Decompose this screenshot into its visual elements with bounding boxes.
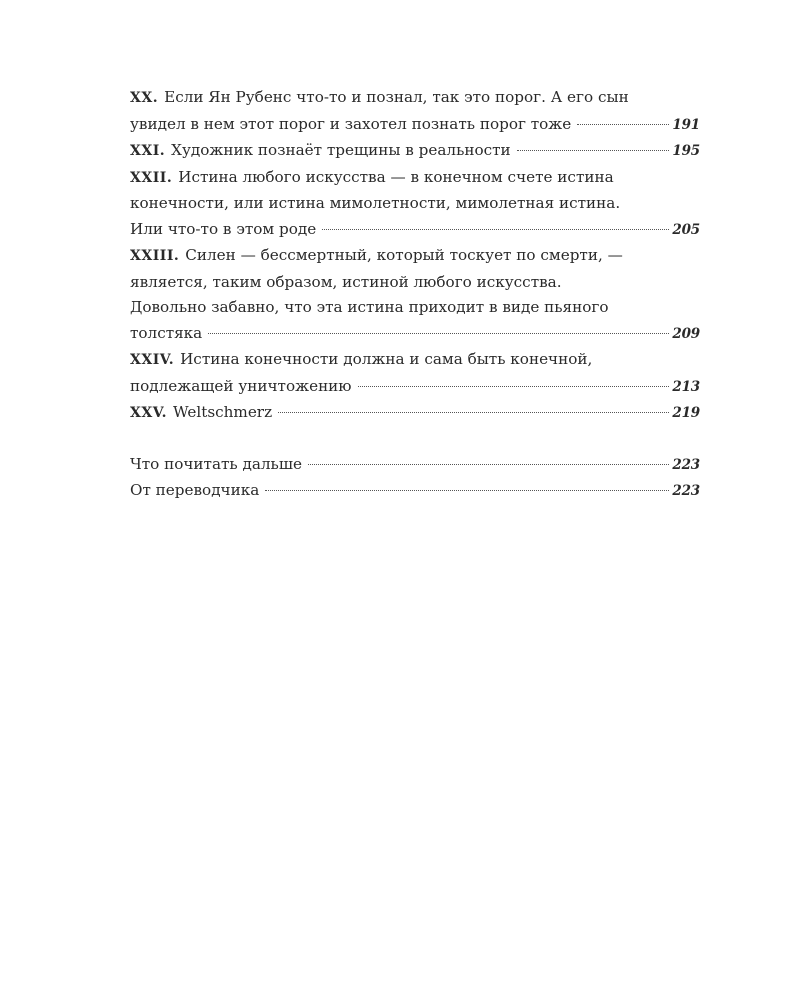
- table-of-contents: [130, 85, 700, 505]
- dot-leader: [278, 412, 669, 413]
- toc-entry-title: Истина любого искусства — в конечном счете истина: [178, 167, 614, 186]
- page-number: 219: [672, 405, 700, 421]
- toc-entry-line: [130, 478, 700, 505]
- toc-entry-text: [130, 138, 511, 165]
- toc-entry-line: [130, 112, 700, 139]
- toc-entry-text: [130, 298, 609, 316]
- toc-entry-text: [130, 350, 592, 368]
- toc-entry-text: [130, 321, 202, 347]
- toc-entry-text: [130, 400, 272, 427]
- toc-entry-title: Weltschmerz: [173, 403, 273, 421]
- chapter-number: XXIV.: [130, 352, 175, 368]
- chapter-number: XXIII.: [130, 248, 180, 264]
- toc-entry-text: [130, 273, 562, 291]
- page-number: 223: [672, 456, 700, 473]
- page-number: 191: [672, 116, 700, 133]
- page-number: 213: [672, 378, 700, 395]
- dot-leader: [308, 464, 669, 465]
- chapter-number: XXII.: [130, 169, 173, 186]
- dot-leader: [265, 490, 669, 491]
- dot-leader: [208, 333, 669, 334]
- dot-leader: [577, 124, 669, 125]
- toc-entry-line: [130, 138, 700, 165]
- toc-entry-title: является, таким образом, истиной любого искусства.: [130, 272, 562, 291]
- toc-extra-entry[interactable]: [130, 452, 700, 479]
- page-number: 195: [672, 143, 700, 159]
- toc-entry-text: [130, 246, 623, 264]
- toc-entry-text: [130, 374, 352, 400]
- toc-entry-title: Или что-то в этом роде: [130, 219, 317, 238]
- chapter-number: XXV.: [130, 405, 168, 421]
- toc-entry-line: [130, 217, 700, 244]
- toc-entry-title: Силен — бессмертный, который тоскует по смерти, —: [185, 246, 623, 264]
- dot-leader: [358, 386, 670, 387]
- chapter-number: XXI.: [130, 143, 166, 159]
- toc-entry-line: [130, 400, 700, 427]
- back-matter-list: [130, 452, 700, 505]
- toc-entry-title: Если Ян Рубенс что-то и познал, так это порог. А его сын: [164, 88, 629, 106]
- page-number: 223: [672, 483, 700, 499]
- toc-chapter-entry[interactable]: [130, 85, 700, 138]
- toc-entry-line: [130, 321, 700, 348]
- toc-entry-line: [130, 165, 700, 192]
- dot-leader: [517, 150, 670, 151]
- toc-entry-line: [130, 270, 700, 296]
- toc-entry-line: [130, 191, 700, 217]
- toc-entry-text: [130, 478, 259, 504]
- toc-entry-text: [130, 452, 302, 478]
- toc-entry-line: [130, 452, 700, 479]
- toc-chapter-entry[interactable]: [130, 138, 700, 165]
- toc-entry-title: Что почитать дальше: [130, 454, 302, 473]
- toc-entry-line: [130, 347, 700, 374]
- toc-entry-line: [130, 374, 700, 401]
- toc-chapter-entry[interactable]: [130, 165, 700, 244]
- toc-entry-title: От переводчика: [130, 481, 260, 499]
- dot-leader: [322, 229, 669, 230]
- toc-entry-title: Художник познаёт трещины в реальности: [171, 141, 511, 159]
- chapter-list: [130, 85, 700, 427]
- toc-entry-text: [130, 112, 571, 138]
- toc-entry-line: [130, 295, 700, 321]
- toc-chapter-entry[interactable]: [130, 347, 700, 400]
- toc-entry-title: Истина конечности должна и сама быть конечной,: [180, 350, 593, 368]
- toc-entry-title: подлежащей уничтожению: [130, 376, 352, 395]
- toc-entry-line: [130, 243, 700, 270]
- toc-chapter-entry[interactable]: [130, 400, 700, 427]
- toc-entry-text: [130, 217, 316, 243]
- toc-entry-text: [130, 88, 629, 106]
- toc-entry-text: [130, 194, 620, 212]
- page-number: 209: [672, 325, 700, 342]
- section-gap: [130, 427, 700, 452]
- toc-entry-line: [130, 85, 700, 112]
- toc-entry-title: увидел в нем этот порог и захотел познать порог тоже: [130, 114, 572, 133]
- toc-extra-entry[interactable]: [130, 478, 700, 505]
- chapter-number: XX.: [130, 90, 159, 106]
- toc-entry-text: [130, 168, 614, 186]
- page-number: 205: [672, 221, 700, 238]
- toc-entry-title: Довольно забавно, что эта истина приходит в виде пьяного: [130, 298, 609, 316]
- toc-chapter-entry[interactable]: [130, 243, 700, 347]
- toc-entry-title: толстяка: [130, 323, 203, 342]
- toc-entry-title: конечности, или истина мимолетности, мимолетная истина.: [130, 194, 621, 212]
